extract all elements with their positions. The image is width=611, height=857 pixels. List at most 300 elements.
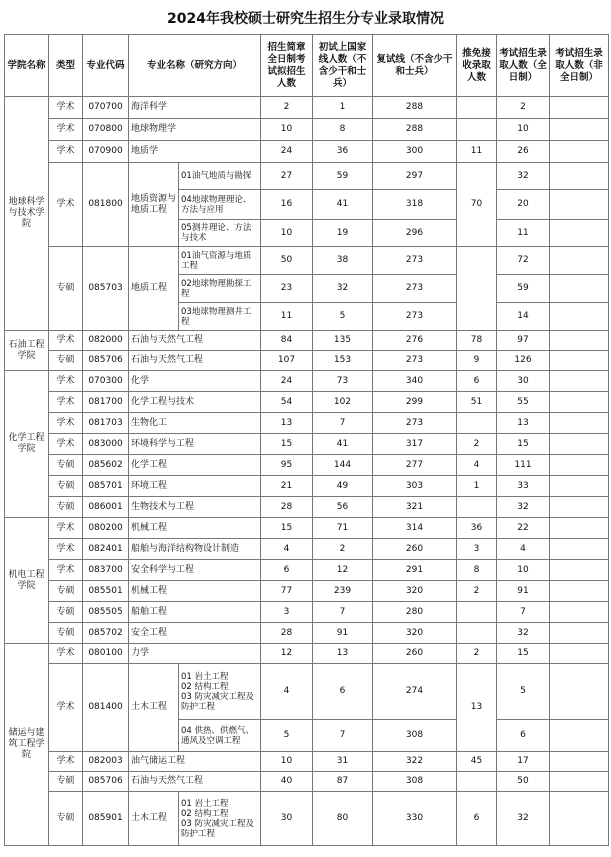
cell-major: 化学 [129,371,261,392]
cell-plan: 21 [261,476,313,497]
table-row [5,602,609,623]
cell-part [550,581,609,602]
cell-adm: 4 [497,539,550,560]
cell-code: 085602 [83,455,129,476]
cell-line: 273 [373,303,457,331]
cell-rec: 45 [457,752,497,772]
cell-part [550,792,609,846]
cell-part [550,190,609,220]
cell-line: 276 [373,331,457,351]
direction-text: 01 岩土工程 02 结构工程 03 防灾减灾工程及防护工程 [181,671,255,712]
cell-plan: 16 [261,190,313,220]
cell-plan: 50 [261,247,313,275]
cell-pass: 102 [313,392,373,413]
cell-plan: 24 [261,371,313,392]
cell-type: 学术 [49,539,83,560]
cell-rec: 4 [457,455,497,476]
cell-type: 学术 [49,644,83,664]
table-row [5,434,609,455]
cell-code: 070800 [83,119,129,141]
cell-type: 学术 [49,141,83,163]
cell-line: 320 [373,623,457,644]
cell-rec: 13 [457,664,497,752]
cell-code: 070700 [83,97,129,119]
cell-major: 化学工程与技术 [129,392,261,413]
cell-rec: 6 [457,371,497,392]
cell-adm: 22 [497,518,550,539]
cell-type: 学术 [49,392,83,413]
cell-adm: 111 [497,455,550,476]
table-row [5,455,609,476]
cell-part [550,141,609,163]
cell-code: 085901 [83,792,129,846]
table-row [5,331,609,351]
cell-direction: 03地球物理测井工程 [179,303,261,331]
cell-plan: 77 [261,581,313,602]
cell-rec [457,97,497,119]
cell-part [550,539,609,560]
cell-major: 石油与天然气工程 [129,772,261,792]
cell-part [550,664,609,720]
cell-code: 086001 [83,497,129,518]
cell-rec: 70 [457,163,497,247]
cell-adm: 15 [497,644,550,664]
cell-pass: 32 [313,275,373,303]
cell-part [550,351,609,371]
cell-rec [457,623,497,644]
cell-adm: 6 [497,720,550,752]
cell-pass: 41 [313,190,373,220]
cell-rec [457,413,497,434]
direction-text: 01 岩土工程 02 结构工程 03 防灾减灾工程及防护工程 [181,798,255,839]
cell-code: 085501 [83,581,129,602]
cell-code: 081400 [83,664,129,752]
cell-pass: 7 [313,720,373,752]
cell-code: 082401 [83,539,129,560]
cell-line: 291 [373,560,457,581]
cell-adm: 30 [497,371,550,392]
cell-code: 081703 [83,413,129,434]
cell-code: 082000 [83,331,129,351]
cell-line: 317 [373,434,457,455]
table-row [5,644,609,664]
cell-pass: 7 [313,413,373,434]
cell-line: 273 [373,275,457,303]
cell-code: 081700 [83,392,129,413]
table-row [5,351,609,371]
cell-line: 321 [373,497,457,518]
table-row [5,497,609,518]
cell-type: 专硕 [49,476,83,497]
cell-direction: 05测井理论、方法与技术 [179,220,261,247]
cell-direction [179,664,261,720]
cell-adm: 26 [497,141,550,163]
cell-rec: 51 [457,392,497,413]
cell-part [550,413,609,434]
cell-plan: 3 [261,602,313,623]
table-row [5,581,609,602]
cell-line: 330 [373,792,457,846]
cell-rec [457,247,497,331]
cell-major: 地质工程 [129,247,179,331]
cell-direction: 04 供热、供燃气、通风及空调工程 [179,720,261,752]
cell-type: 学术 [49,163,83,247]
table-row [5,371,609,392]
cell-line: 273 [373,413,457,434]
cell-pass: 87 [313,772,373,792]
cell-part [550,497,609,518]
cell-rec: 8 [457,560,497,581]
cell-part [550,720,609,752]
cell-major: 机械工程 [129,581,261,602]
cell-pass: 71 [313,518,373,539]
cell-part [550,392,609,413]
cell-adm: 72 [497,247,550,275]
cell-code: 085706 [83,772,129,792]
cell-adm: 32 [497,792,550,846]
col-header: 类型 [49,35,83,97]
cell-rec: 6 [457,792,497,846]
cell-pass: 153 [313,351,373,371]
table-row [5,623,609,644]
cell-part [550,772,609,792]
cell-line: 288 [373,119,457,141]
cell-type: 学术 [49,434,83,455]
cell-line: 308 [373,772,457,792]
cell-major: 化学工程 [129,455,261,476]
cell-plan: 15 [261,518,313,539]
cell-plan: 10 [261,220,313,247]
cell-line: 300 [373,141,457,163]
cell-line: 318 [373,190,457,220]
cell-code: 083000 [83,434,129,455]
cell-pass: 73 [313,371,373,392]
cell-line: 308 [373,720,457,752]
cell-pass: 36 [313,141,373,163]
cell-type: 学术 [49,560,83,581]
cell-adm: 126 [497,351,550,371]
col-header: 复试线（不含少干和士兵） [373,35,457,97]
cell-code: 085702 [83,623,129,644]
cell-type: 学术 [49,97,83,119]
header-row [5,35,609,97]
cell-line: 273 [373,247,457,275]
table-row [5,560,609,581]
cell-adm: 11 [497,220,550,247]
cell-adm: 55 [497,392,550,413]
cell-part [550,644,609,664]
table-row [5,392,609,413]
cell-major: 机械工程 [129,518,261,539]
cell-major: 环境科学与工程 [129,434,261,455]
cell-rec: 3 [457,539,497,560]
cell-pass: 31 [313,752,373,772]
cell-type: 学术 [49,518,83,539]
cell-line: 288 [373,97,457,119]
page-title: 2024年我校硕士研究生招生分专业录取情况 [167,11,444,27]
table-row [5,141,609,163]
cell-part [550,275,609,303]
cell-line: 299 [373,392,457,413]
cell-pass: 1 [313,97,373,119]
cell-pass: 6 [313,664,373,720]
cell-adm: 50 [497,772,550,792]
cell-pass: 135 [313,331,373,351]
cell-part [550,602,609,623]
cell-major: 海洋科学 [129,97,261,119]
cell-adm: 17 [497,752,550,772]
table-row [5,247,609,275]
cell-adm: 32 [497,623,550,644]
cell-plan: 11 [261,303,313,331]
cell-adm: 20 [497,190,550,220]
cell-pass: 59 [313,163,373,190]
cell-plan: 95 [261,455,313,476]
cell-type: 专硕 [49,455,83,476]
cell-major: 油气储运工程 [129,752,261,772]
cell-pass: 8 [313,119,373,141]
cell-adm: 10 [497,560,550,581]
cell-part [550,303,609,331]
cell-part [550,560,609,581]
cell-major: 安全科学与工程 [129,560,261,581]
table-row [5,664,609,720]
cell-rec: 1 [457,476,497,497]
cell-plan: 4 [261,664,313,720]
cell-pass: 5 [313,303,373,331]
cell-code: 081800 [83,163,129,247]
cell-part [550,247,609,275]
cell-line: 297 [373,163,457,190]
cell-adm: 15 [497,434,550,455]
col-header: 招生简章全日制考试拟招生人数 [261,35,313,97]
cell-adm: 13 [497,413,550,434]
cell-adm: 32 [497,163,550,190]
cell-pass: 13 [313,644,373,664]
cell-plan: 2 [261,97,313,119]
col-header: 学院名称 [5,35,49,97]
cell-type: 专硕 [49,247,83,331]
cell-rec: 9 [457,351,497,371]
cell-direction: 02地球物理勘探工程 [179,275,261,303]
cell-part [550,455,609,476]
admission-table [4,34,609,846]
cell-plan: 107 [261,351,313,371]
cell-code: 082003 [83,752,129,772]
cell-code: 080200 [83,518,129,539]
cell-adm: 59 [497,275,550,303]
cell-major: 环境工程 [129,476,261,497]
cell-pass: 19 [313,220,373,247]
cell-code: 085701 [83,476,129,497]
cell-plan: 54 [261,392,313,413]
cell-line: 260 [373,539,457,560]
cell-plan: 40 [261,772,313,792]
cell-direction: 04地球物理理论、方法与应用 [179,190,261,220]
cell-type: 专硕 [49,351,83,371]
cell-part [550,119,609,141]
cell-adm: 97 [497,331,550,351]
cell-plan: 23 [261,275,313,303]
cell-major: 地质资源与地质工程 [129,163,179,247]
cell-major: 石油与天然气工程 [129,331,261,351]
cell-plan: 6 [261,560,313,581]
col-header: 考试招生录取人数（全日制） [497,35,550,97]
cell-plan: 24 [261,141,313,163]
cell-line: 273 [373,351,457,371]
table-row [5,119,609,141]
cell-line: 320 [373,581,457,602]
cell-plan: 28 [261,497,313,518]
table-row [5,539,609,560]
cell-type: 专硕 [49,497,83,518]
cell-part [550,331,609,351]
cell-adm: 32 [497,497,550,518]
cell-rec [457,119,497,141]
cell-line: 303 [373,476,457,497]
table-row [5,97,609,119]
cell-pass: 38 [313,247,373,275]
cell-type: 专硕 [49,602,83,623]
cell-type: 学术 [49,664,83,752]
cell-plan: 28 [261,623,313,644]
cell-type: 专硕 [49,792,83,846]
cell-part [550,97,609,119]
cell-code: 085703 [83,247,129,331]
cell-pass: 91 [313,623,373,644]
cell-plan: 27 [261,163,313,190]
cell-rec [457,772,497,792]
cell-adm: 91 [497,581,550,602]
cell-line: 274 [373,664,457,720]
cell-part [550,163,609,190]
cell-plan: 30 [261,792,313,846]
cell-major: 地球物理学 [129,119,261,141]
cell-direction: 01油气资源与地质工程 [179,247,261,275]
cell-plan: 15 [261,434,313,455]
cell-pass: 144 [313,455,373,476]
cell-plan: 4 [261,539,313,560]
cell-part [550,623,609,644]
table-row [5,163,609,190]
table-row [5,476,609,497]
table-row [5,792,609,846]
cell-pass: 56 [313,497,373,518]
college-name: 石油工程学院 [5,331,49,371]
cell-line: 277 [373,455,457,476]
cell-pass: 49 [313,476,373,497]
cell-type: 学术 [49,413,83,434]
cell-adm: 2 [497,97,550,119]
cell-adm: 5 [497,664,550,720]
cell-major: 船舶与海洋结构物设计制造 [129,539,261,560]
cell-code: 080100 [83,644,129,664]
cell-code: 085706 [83,351,129,371]
cell-major: 生物化工 [129,413,261,434]
cell-line: 314 [373,518,457,539]
cell-major: 船舶工程 [129,602,261,623]
cell-plan: 13 [261,413,313,434]
col-header: 初试上国家线人数（不含少干和士兵） [313,35,373,97]
cell-major: 石油与天然气工程 [129,351,261,371]
col-header: 推免接收录取人数 [457,35,497,97]
cell-code: 070300 [83,371,129,392]
cell-major: 生物技术与工程 [129,497,261,518]
cell-type: 专硕 [49,581,83,602]
cell-rec: 2 [457,644,497,664]
cell-adm: 10 [497,119,550,141]
col-header: 专业代码 [83,35,129,97]
cell-major: 地质学 [129,141,261,163]
cell-type: 专硕 [49,772,83,792]
table-row [5,518,609,539]
cell-adm: 33 [497,476,550,497]
cell-type: 学术 [49,119,83,141]
cell-plan: 10 [261,752,313,772]
cell-pass: 41 [313,434,373,455]
college-name: 地球科学与技术学院 [5,97,49,331]
cell-pass: 239 [313,581,373,602]
cell-major: 力学 [129,644,261,664]
cell-rec: 11 [457,141,497,163]
cell-adm: 14 [497,303,550,331]
cell-line: 340 [373,371,457,392]
cell-plan: 5 [261,720,313,752]
table-row [5,752,609,772]
cell-type: 学术 [49,331,83,351]
cell-code: 083700 [83,560,129,581]
cell-plan: 10 [261,119,313,141]
college-name: 化学工程学院 [5,371,49,518]
cell-type: 学术 [49,371,83,392]
cell-part [550,752,609,772]
table-row [5,772,609,792]
cell-part [550,476,609,497]
col-header: 考试招生录取人数（非全日制） [550,35,609,97]
cell-part [550,220,609,247]
cell-major: 土木工程 [129,792,179,846]
cell-pass: 80 [313,792,373,846]
cell-part [550,518,609,539]
cell-plan: 84 [261,331,313,351]
cell-type: 专硕 [49,623,83,644]
cell-code: 085505 [83,602,129,623]
cell-rec: 78 [457,331,497,351]
cell-line: 260 [373,644,457,664]
cell-code: 070900 [83,141,129,163]
col-header: 专业名称（研究方向） [129,35,261,97]
cell-line: 296 [373,220,457,247]
cell-part [550,371,609,392]
college-name: 机电工程学院 [5,518,49,644]
cell-rec [457,497,497,518]
cell-major: 土木工程 [129,664,179,752]
cell-direction [179,792,261,846]
table-row [5,413,609,434]
cell-part [550,434,609,455]
cell-adm: 7 [497,602,550,623]
cell-line: 280 [373,602,457,623]
cell-rec: 36 [457,518,497,539]
cell-rec [457,602,497,623]
cell-direction: 01油气地质与勘探 [179,163,261,190]
cell-rec: 2 [457,434,497,455]
cell-line: 322 [373,752,457,772]
cell-rec: 2 [457,581,497,602]
cell-plan: 12 [261,644,313,664]
cell-pass: 2 [313,539,373,560]
cell-major: 安全工程 [129,623,261,644]
